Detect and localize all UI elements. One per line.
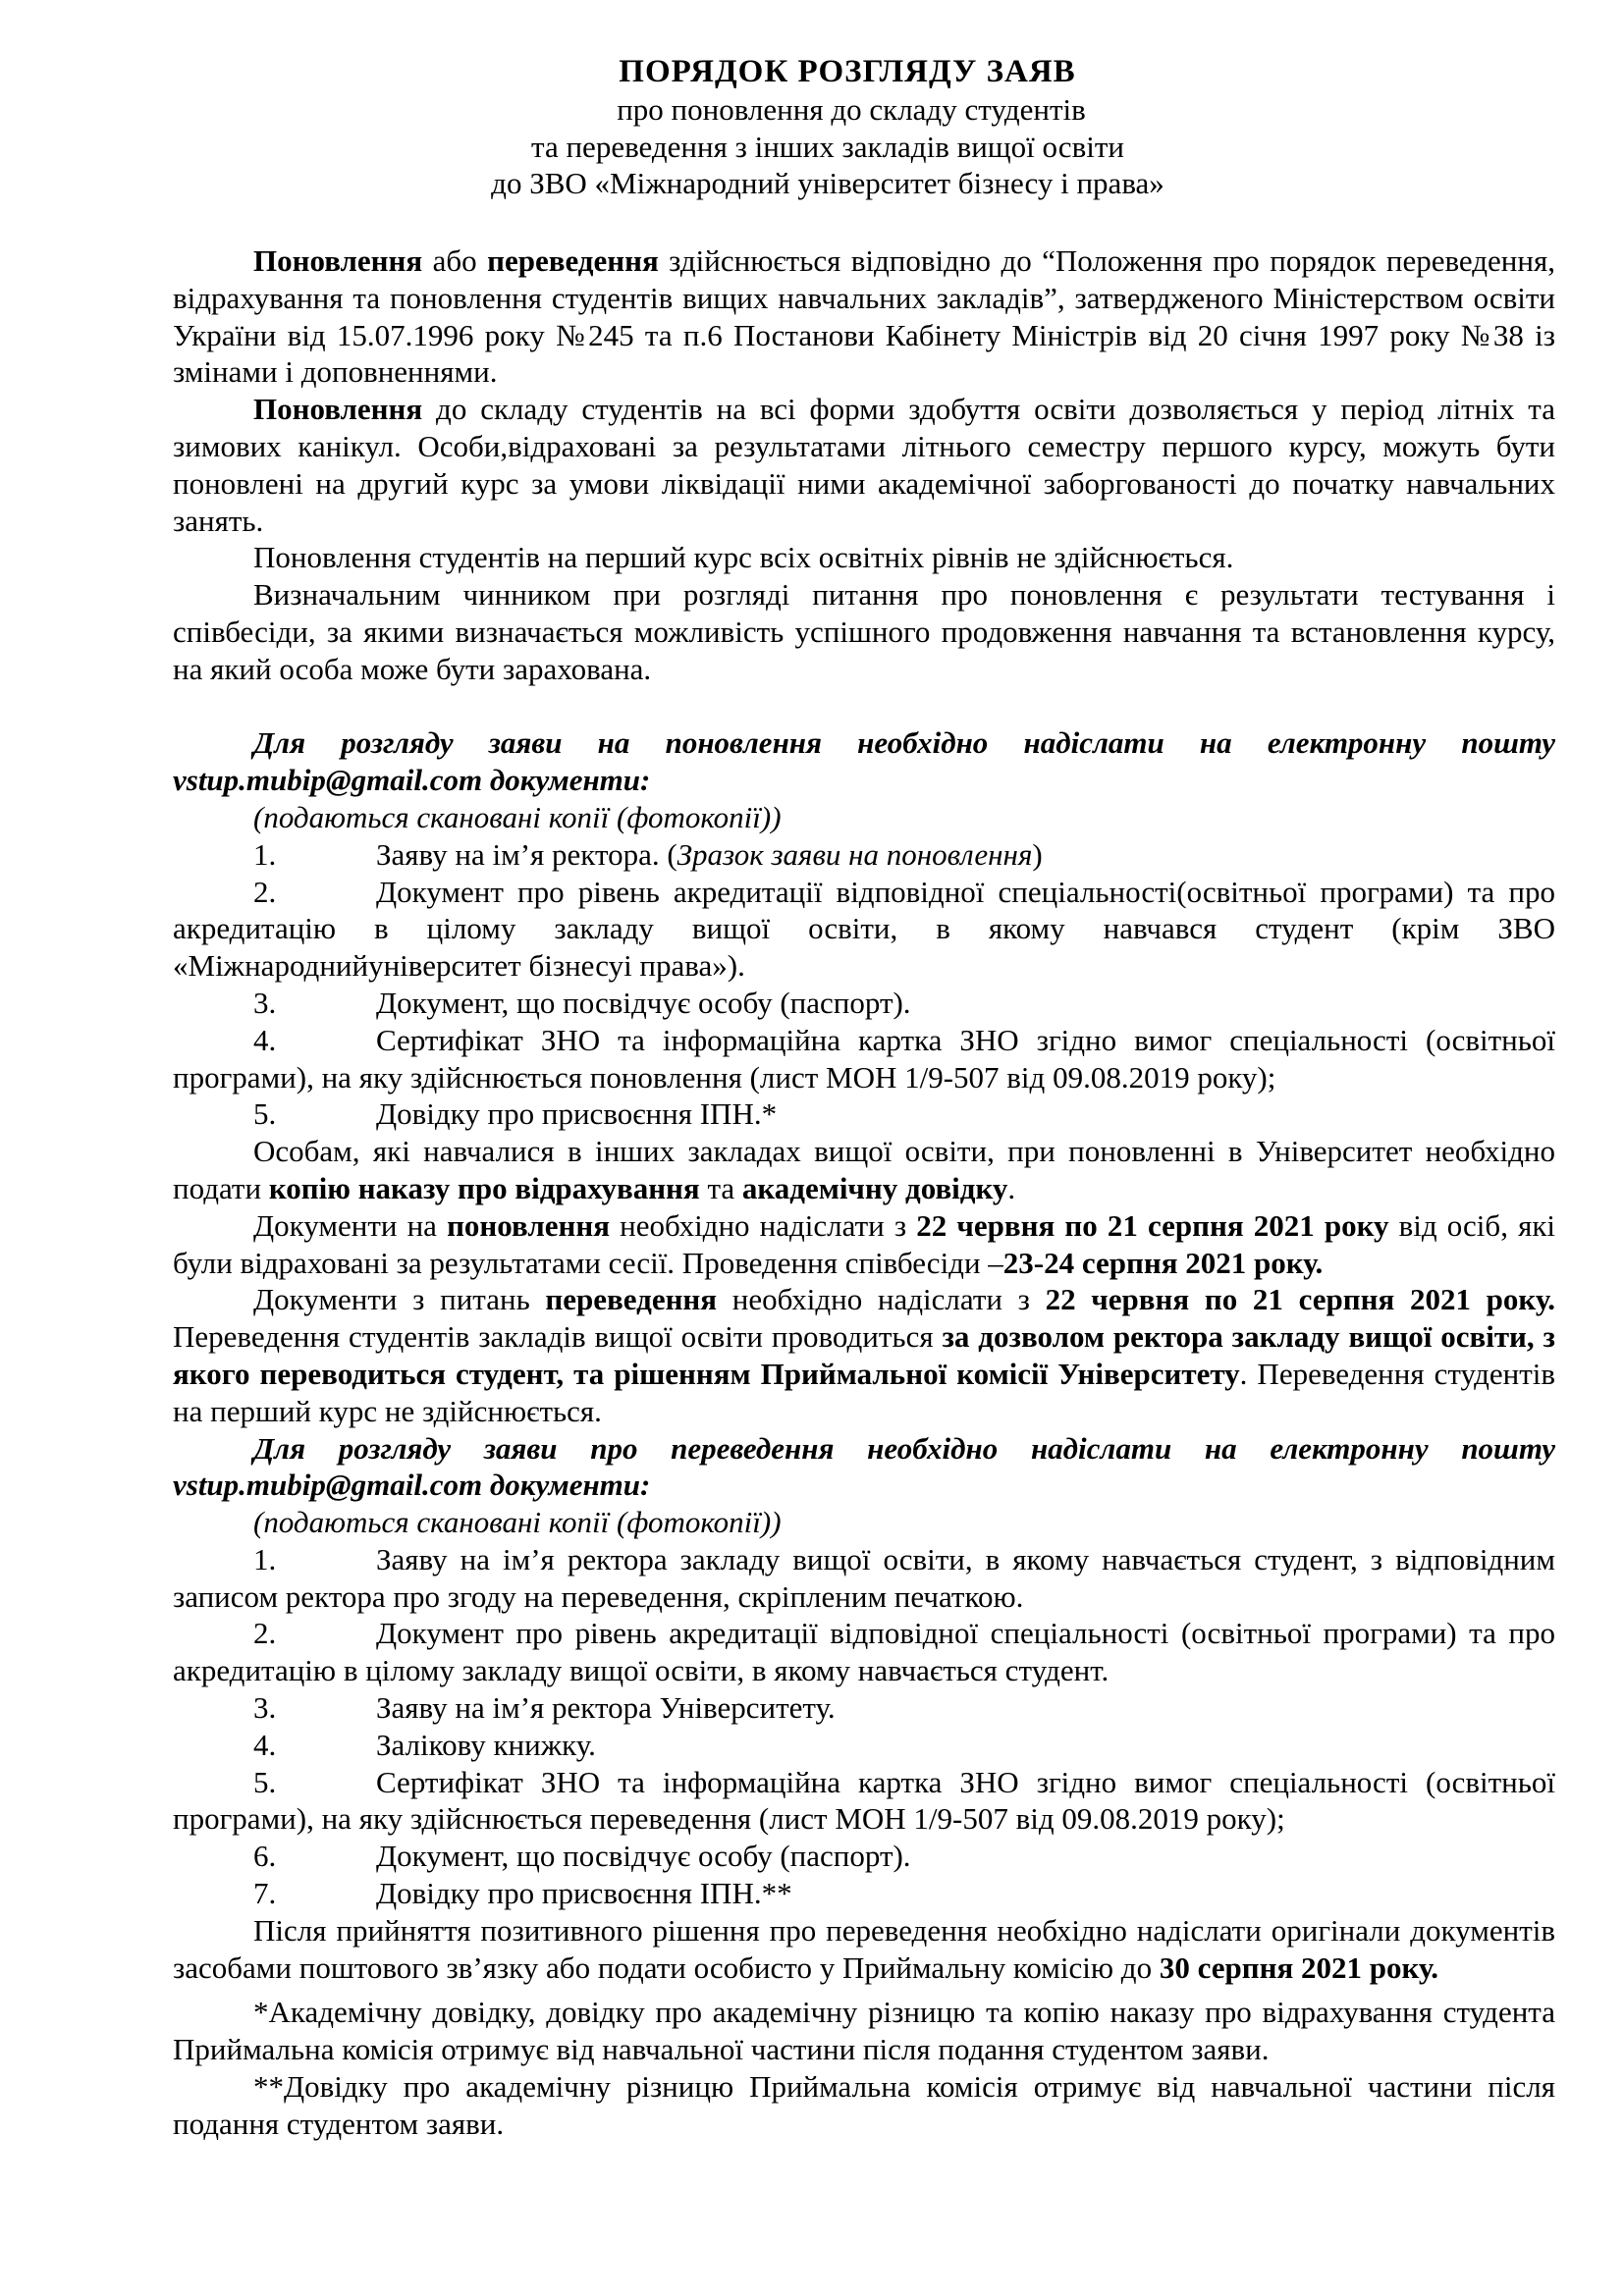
item-number: 2. (253, 1616, 277, 1651)
transfer-item (173, 1615, 1555, 1689)
item-text: Документ, що посвідчує особу (паспорт). (376, 985, 911, 1020)
transfer-paragraph (173, 1281, 1555, 1429)
item-text: Сертифікат ЗНО та інформаційна картка ЗНО згідно вимог спеціальності (освітньої програми), на яку здійснюється переведення (лист МОН 1/9-507 від 09.08.2019 року); (173, 1764, 1555, 1837)
bold-date: 22 червня по 21 серпня 2021 року. (1045, 1282, 1555, 1317)
renewal-heading (173, 724, 1555, 799)
renewal-other-institutions (173, 1133, 1555, 1207)
transfer-item (173, 1541, 1555, 1616)
spacer (173, 688, 1555, 725)
item-number: 5. (253, 1764, 277, 1799)
bold-term: переведення (487, 243, 659, 278)
text-run: необхідно надіслати з (717, 1282, 1046, 1317)
text-run: необхідно надіслати з (610, 1207, 917, 1243)
text-run: від осіб, які були відраховані за результатами сесії. Проведення співбесіди – (173, 1207, 1555, 1280)
text-run: Документи на (253, 1207, 448, 1243)
renewal-item (173, 1022, 1555, 1096)
transfer-heading-text: Для розгляду заяви про переведення необхідно надіслати на електронну пошту vstup.mubip@gmail.com документи: (173, 1430, 1555, 1503)
text-run: здійснюється відповідно до “Положення про порядок переведення, відрахування та поновлення студентів вищих навчальних закладів”, затвердженого Міністерством освіти України від 15.07.1996 року №245 та п.6 Постанови Кабінету Міністрів від 20 січня 1997 року №38 із змінами і доповненнями. (173, 243, 1555, 390)
intro-paragraph-1 (173, 242, 1555, 391)
renewal-dates (173, 1207, 1555, 1282)
text-run: Документи з питань (253, 1282, 546, 1317)
bold-term: поновлення (447, 1207, 610, 1243)
transfer-heading (173, 1430, 1555, 1505)
text-run: або (422, 243, 488, 278)
text-run: Переведення студентів закладів вищої освіти проводиться (173, 1319, 943, 1355)
item-number: 1. (253, 1541, 277, 1576)
document-body (173, 242, 1555, 2143)
item-number: 1. (253, 836, 277, 872)
text-run: . (1007, 1170, 1016, 1205)
bold-term: переведення (545, 1282, 718, 1317)
document-subtitle-line-1: про поновлення до складу студентів (617, 91, 1086, 127)
item-text: Довідку про присвоєння ІПН.** (376, 1876, 792, 1911)
document-subtitle-line-2: та переведення з інших закладів вищої освіти (531, 129, 1124, 164)
intro-paragraph-4: Визначальним чинником при розгляді питання про поновлення є результати тестування і співбесіди, за якими визначається можливість успішного продовження навчання та встановлення курсу, на який особа може бути зарахована. (173, 577, 1555, 686)
item-number: 2. (253, 874, 277, 909)
item-text: Документ про рівень акредитації відповідної спеціальності (освітньої програми) та про акредитацію в цілому закладу вищої освіти, в якому навчається студент. (173, 1616, 1555, 1688)
item-number: 3. (253, 1690, 277, 1726)
transfer-after-decision (173, 1912, 1555, 1987)
spacer (173, 1986, 1555, 1994)
intro-paragraph-2 (173, 391, 1555, 539)
document-header (0, 54, 1624, 202)
item-text: Заяву на ім’я ректора Університету. (376, 1690, 836, 1726)
item-number: 3. (253, 985, 277, 1020)
item-number: 5. (253, 1096, 277, 1132)
renewal-heading-text: Для розгляду заяви на поновлення необхідно надіслати на електронну пошту vstup.mubip@gmail.com документи: (173, 725, 1555, 798)
text-run: Після прийняття позитивного рішення про переведення необхідно надіслати оригінали документів засобами поштового зв’язку або подати особисто у Приймальну комісію до (173, 1912, 1555, 1985)
bold-date: 30 серпня 2021 року. (1159, 1949, 1439, 1985)
item-number: 6. (253, 1839, 277, 1874)
bold-term: копію наказу про відрахування (268, 1170, 700, 1205)
bold-date: 23-24 серпня 2021 року. (1002, 1245, 1324, 1280)
item-text: Сертифікат ЗНО та інформаційна картка ЗНО згідно вимог спеціальності (освітньої програми), на яку здійснюється поновлення (лист МОН 1/9-507 від 09.08.2019 року); (173, 1022, 1555, 1095)
bold-term: Поновлення (253, 243, 423, 278)
footnote-2: **Довідку про академічну різницю Приймальна комісія отримує від навчальної частини після подання студентом заяви. (173, 2069, 1555, 2141)
bold-term: академічну довідку (741, 1170, 1008, 1205)
item-text: Залікову книжку. (376, 1727, 596, 1762)
renewal-item (173, 1095, 1555, 1133)
intro-paragraph-3: Поновлення студентів на перший курс всіх освітніх рівнів не здійснюється. (253, 540, 1234, 575)
item-text-tail: ) (1032, 836, 1043, 872)
renewal-note: (подаються скановані копії (фотокопії)) (253, 799, 782, 834)
text-run: . Переведення студентів на перший курс не здійснюється. (173, 1356, 1555, 1428)
item-text: Документ про рівень акредитації відповідної спеціальності(освітньої програми) та про акредитацію в цілому закладу вищої освіти, в якому навчався студент (крім ЗВО «Міжнароднийуніверситет бізнесуі права»). (173, 874, 1555, 984)
item-text: Заяву на ім’я ректора. ( (376, 836, 677, 872)
item-text: Документ, що посвідчує особу (паспорт). (376, 1839, 911, 1874)
transfer-item (173, 1727, 1555, 1764)
renewal-item (173, 985, 1555, 1022)
item-text: Довідку про присвоєння ІПН.* (376, 1096, 778, 1132)
renewal-item (173, 836, 1555, 874)
renewal-item (173, 874, 1555, 985)
footnote-1: *Академічну довідку, довідку про академічну різницю та копію наказу про відрахування студента Приймальна комісія отримує від навчальної частини після подання студентом заяви. (173, 1995, 1555, 2067)
document-subtitle-line-3: до ЗВО «Міжнародний університет бізнесу і права» (491, 166, 1164, 201)
bold-term: Поновлення (253, 392, 423, 427)
text-run: Особам, які навчалися в інших закладах вищої освіти, при поновленні в Університет необхідно подати (173, 1134, 1555, 1205)
item-number: 4. (253, 1022, 277, 1057)
text-run: та (699, 1170, 742, 1205)
bold-term: за дозволом ректора закладу вищої освіти, з якого переводиться студент, та рішенням Приймальної комісії Університету (173, 1319, 1555, 1391)
transfer-item (173, 1838, 1555, 1875)
text-run: до складу студентів на всі форми здобуття освіти дозволяється у період літніх та зимових канікул. Особи,відраховані за результатами літнього семестру першого курсу, можуть бути поновлені на другий курс за умови ліквідації ними академічної заборгованості до початку навчальних занять. (173, 392, 1555, 538)
transfer-item (173, 1689, 1555, 1727)
bold-date: 22 червня по 21 серпня 2021 року (916, 1207, 1389, 1243)
item-number: 7. (253, 1876, 277, 1911)
transfer-item (173, 1764, 1555, 1839)
transfer-item (173, 1875, 1555, 1912)
transfer-note: (подаються скановані копії (фотокопії)) (253, 1505, 782, 1540)
document-title: ПОРЯДОК РОЗГЛЯДУ ЗАЯВ (619, 54, 1076, 89)
item-text: Заяву на ім’я ректора закладу вищої освіти, в якому навчається студент, з відповідним записом ректора про згоду на переведення, скріпленим печаткою. (173, 1541, 1555, 1614)
item-number: 4. (253, 1727, 277, 1762)
sample-link-text: Зразок заяви на поновлення (677, 836, 1033, 872)
